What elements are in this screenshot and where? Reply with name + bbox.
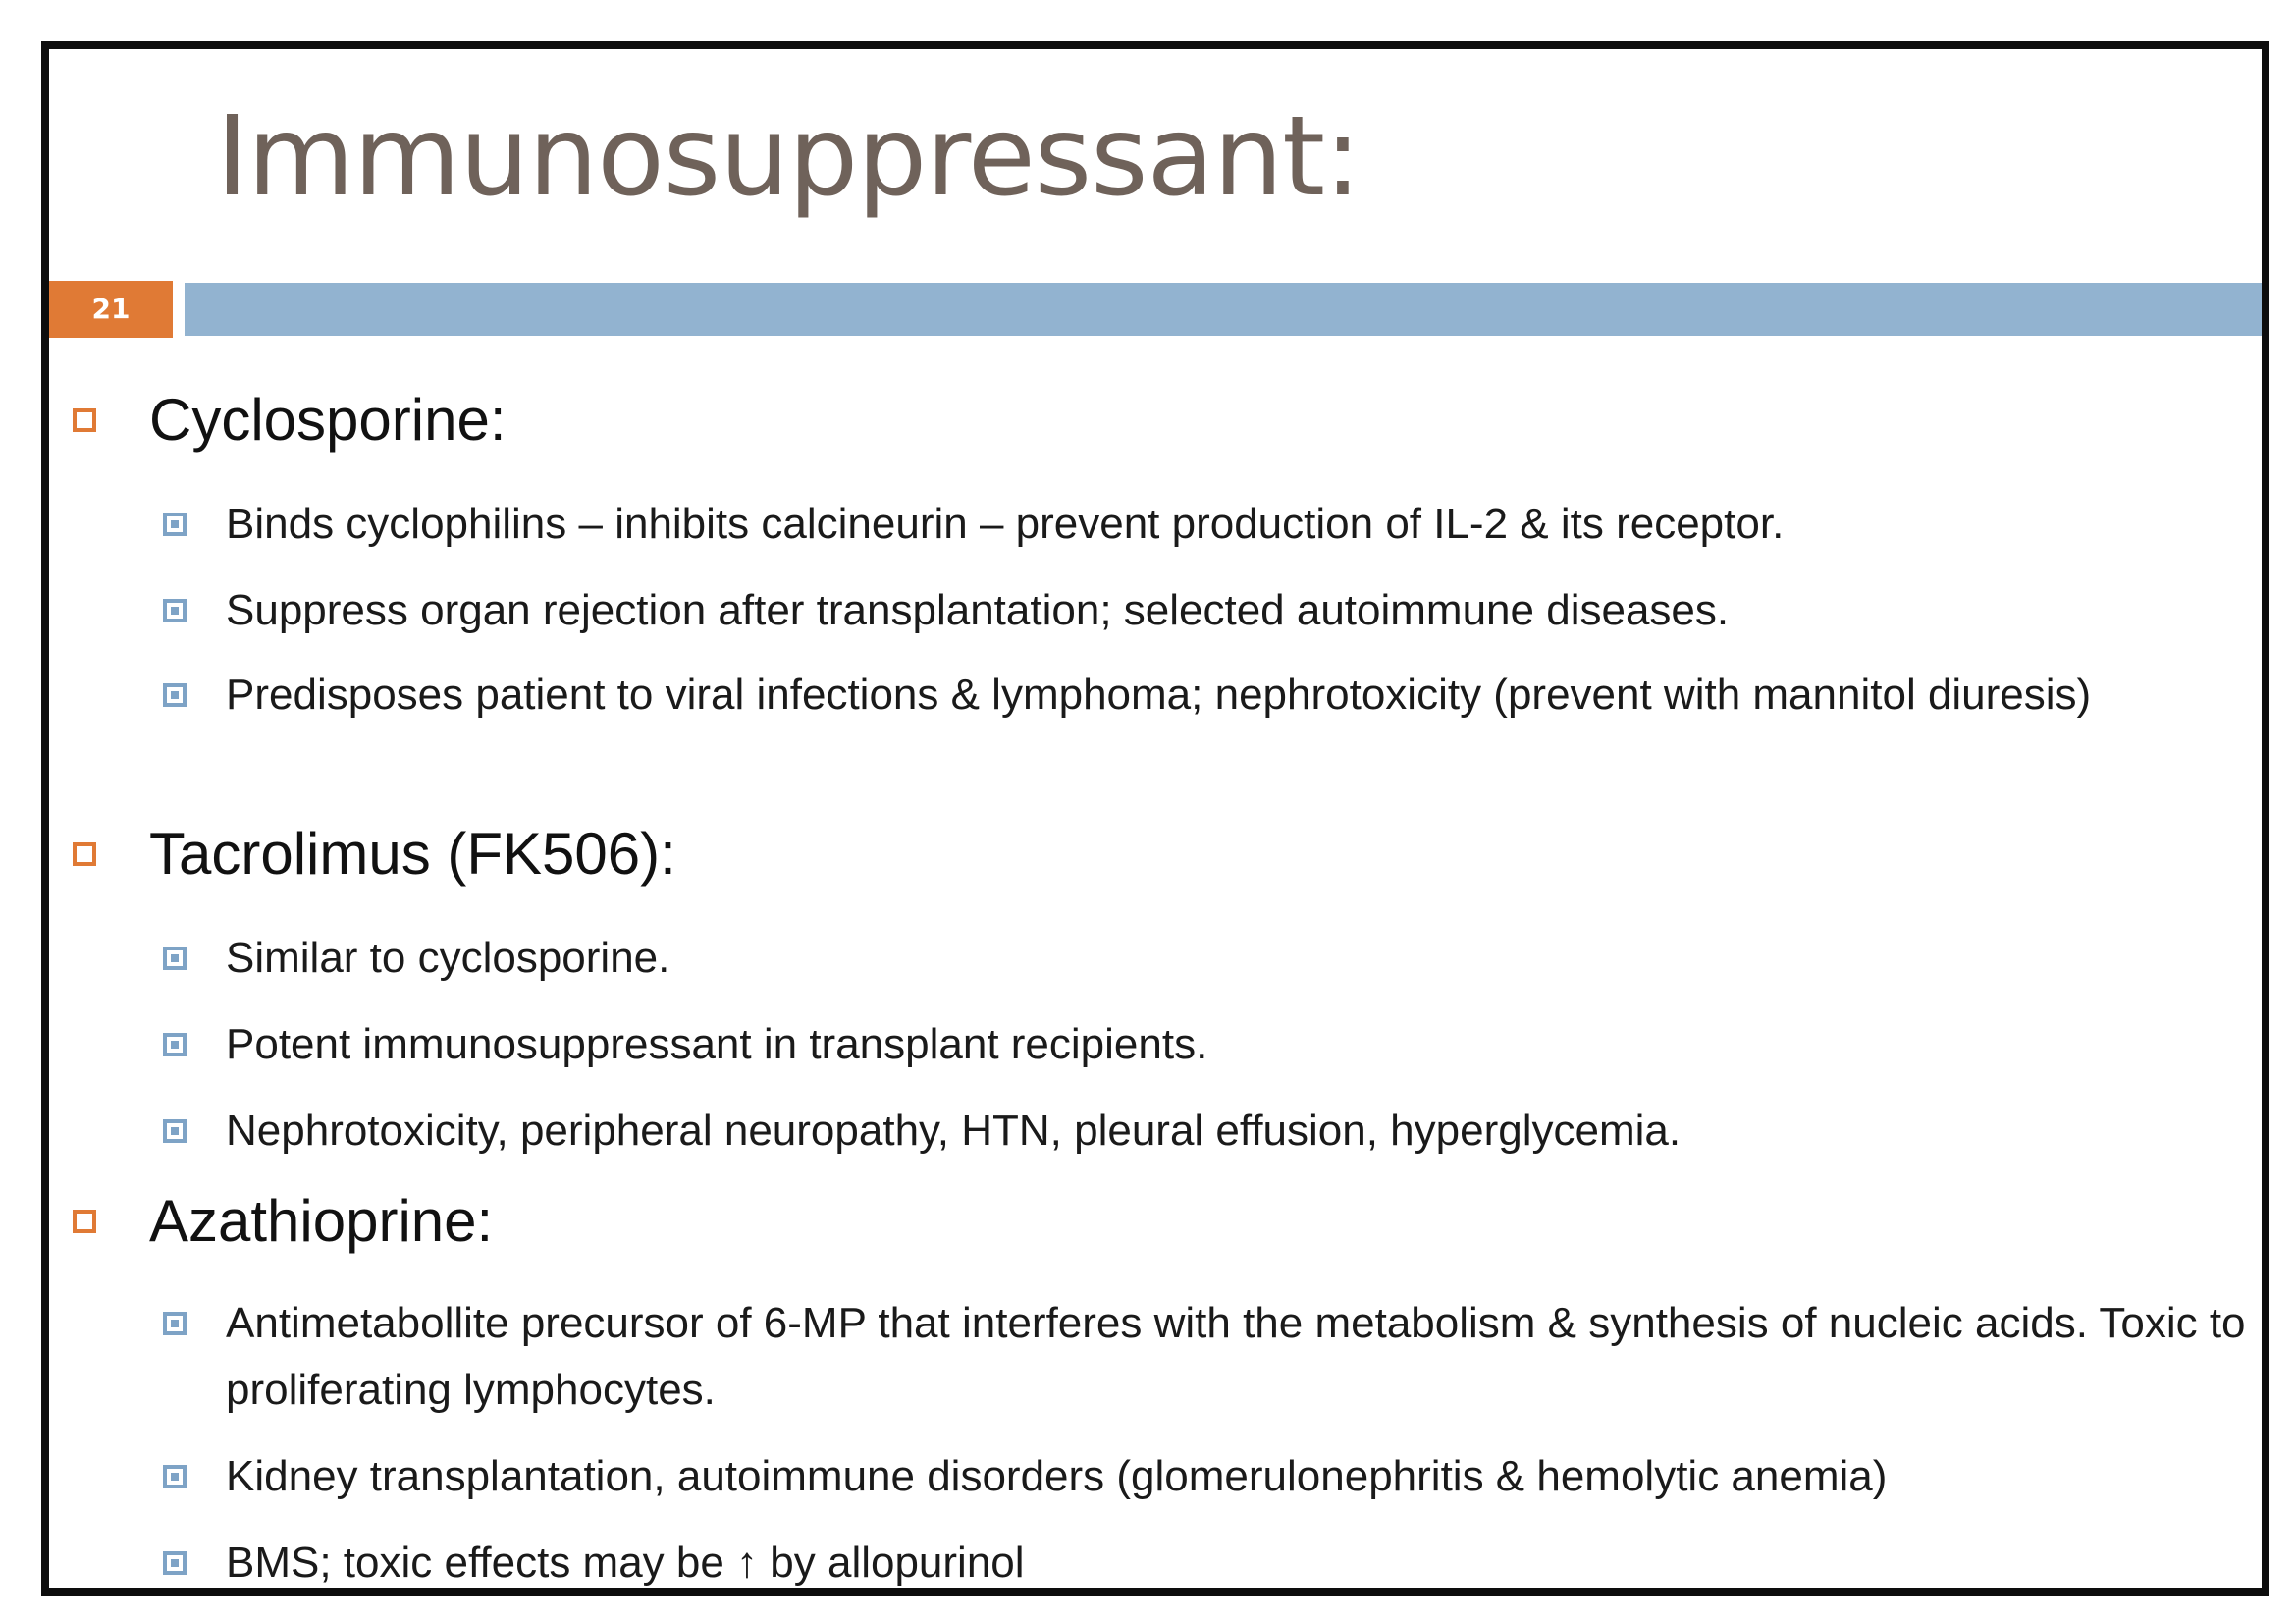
section-heading-text: Cyclosporine: [149,387,507,453]
list-item-text: BMS; toxic effects may be ↑ by allopurinol [226,1539,1025,1587]
slide-frame [41,41,2269,1596]
square-bullet-icon [163,599,187,622]
square-bullet-icon [163,1465,187,1488]
square-bullet-icon [163,1119,187,1143]
list-item-text: Suppress organ rejection after transplantation; selected autoimmune diseases. [226,586,1730,634]
square-bullet-icon [163,683,187,707]
list-item-text: Kidney transplantation, autoimmune disorders (glomerulonephritis & hemolytic anemia) [226,1452,1888,1500]
section-heading-text: Azathioprine: [149,1188,494,1254]
list-item [226,662,2268,729]
square-bullet-icon [163,1312,187,1335]
list-item [226,491,2268,558]
list-item-text: Binds cyclophilins – inhibits calcineurin – prevent production of IL-2 & its receptor. [226,500,1785,548]
list-item-text: Nephrotoxicity, peripheral neuropathy, HTN, pleural effusion, hyperglycemia. [226,1107,1682,1155]
section-heading-tacrolimus [149,817,676,892]
square-bullet-icon [163,1551,187,1575]
slide-number-badge: 21 [49,281,173,338]
list-item [226,1098,2268,1164]
section-heading-azathioprine [149,1184,493,1259]
section-heading-cyclosporine [149,383,507,458]
list-item-text: Antimetabollite precursor of 6-MP that interferes with the metabolism & synthesis of nucleic acids. Toxic to proliferating lymphocytes. [226,1299,2246,1414]
list-item [226,1530,2268,1596]
list-item-text: Predisposes patient to viral infections & lymphoma; nephrotoxicity (prevent with mannitol diuresis) [226,671,2092,719]
square-bullet-icon [163,1033,187,1056]
square-bullet-icon [163,947,187,970]
section-heading-text: Tacrolimus (FK506): [149,821,676,887]
list-item [226,925,2268,992]
square-bullet-icon [163,513,187,536]
list-item-text: Similar to cyclosporine. [226,934,670,982]
slide-title: Immunosuppressant: [216,93,1361,221]
list-item [226,1443,2268,1510]
title-divider-bar [185,283,2262,336]
list-item [226,1011,2268,1078]
list-item [226,577,2268,644]
square-bullet-icon [73,842,96,866]
list-item [226,1290,2268,1424]
square-bullet-icon [73,408,96,432]
square-bullet-icon [73,1210,96,1233]
list-item-text: Potent immunosuppressant in transplant recipients. [226,1020,1208,1068]
